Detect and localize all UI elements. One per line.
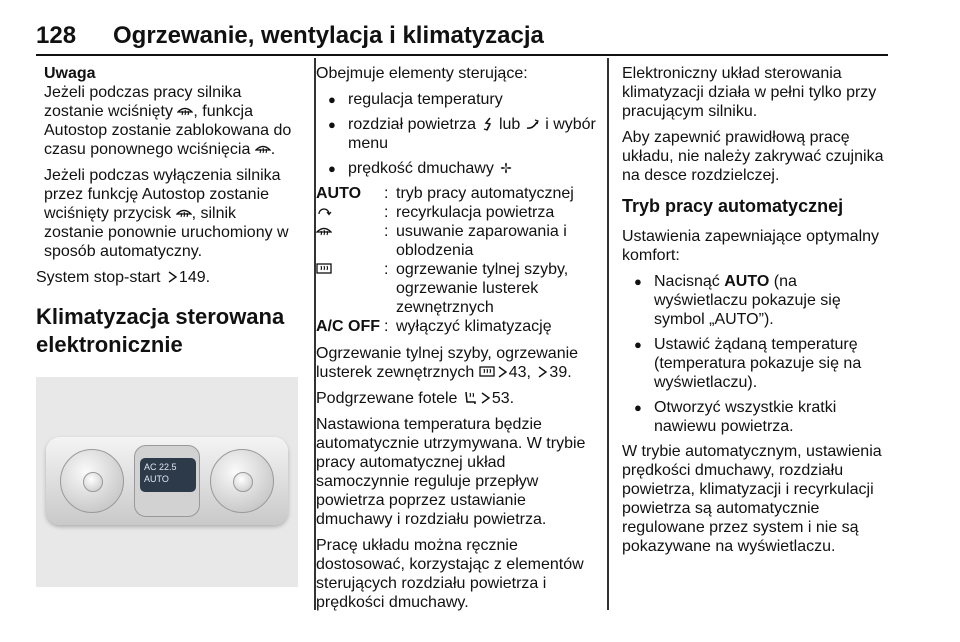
page-number: 128	[36, 22, 77, 49]
separator: :	[384, 204, 389, 221]
paragraph: Aby zapewnić prawidłową pracę układu, nie należy zakrywać czujnika na desce rozdzielczej.	[622, 129, 884, 184]
separator: :	[384, 318, 389, 335]
climate-display	[140, 458, 196, 492]
list-item	[622, 335, 890, 392]
knob-button	[233, 472, 253, 492]
separator: :	[384, 223, 389, 240]
windshield-defrost-icon	[255, 141, 271, 157]
page-ref[interactable]: 53.	[491, 390, 515, 407]
text: rozdział powietrza	[348, 116, 481, 133]
display-text: AC 22.5	[144, 462, 177, 472]
text: regulacja temperatury	[348, 91, 503, 108]
column-right	[622, 64, 890, 563]
heated-seat-icon	[462, 390, 478, 406]
table-row	[316, 203, 596, 222]
note-paragraph	[44, 83, 298, 159]
text: Jeżeli podczas wyłączenia silnika przez funkcję Autostop zostanie wciśnięty przycisk	[44, 167, 281, 222]
control-description: usuwanie zaparowania i oblodzenia	[396, 223, 567, 259]
note-paragraph	[44, 166, 298, 261]
text: i wybór menu	[348, 116, 596, 152]
text: Ogrzewanie tylnej szyby, ogrzewanie lusterek zewnętrznych	[316, 345, 579, 381]
table-row	[316, 184, 596, 203]
air-to-feet-icon	[525, 116, 541, 132]
list-item	[622, 398, 890, 436]
column-divider	[607, 58, 609, 610]
paragraph: Ustawienia zapewniające optymalny komfort:	[622, 228, 880, 264]
steps-list	[622, 272, 890, 436]
page-ref[interactable]: 43,	[508, 364, 536, 381]
column-left	[36, 64, 298, 587]
key-label: AUTO	[724, 273, 770, 290]
knob-button	[83, 472, 103, 492]
text: System stop-start	[36, 269, 165, 286]
rear-window-heating-icon	[479, 364, 495, 380]
text: Podgrzewane fotele	[316, 390, 462, 407]
list-item	[316, 115, 596, 153]
page-ref[interactable]: 149.	[178, 269, 211, 286]
text: Nacisnąć	[654, 273, 725, 290]
windshield-defrost-icon	[316, 223, 332, 239]
text: Ustawić żądaną temperaturę (temperatura pokazuje się na wyświetlaczu).	[654, 336, 862, 391]
controls-list	[316, 90, 596, 178]
table-row	[316, 260, 596, 317]
paragraph: Nastawiona temperatura będzie automatycznie utrzymywana. W trybie pracy automatycznej układ samoczynnie reguluje przepływ powietrza poprzez ustawianie dmuchawy i rozdziału powietrza.	[316, 416, 586, 528]
text: , silnik zostanie ponownie uruchomiony w sposób automatyczny.	[44, 205, 289, 260]
separator: :	[384, 185, 389, 202]
windshield-defrost-icon	[177, 103, 193, 119]
center-display-unit	[134, 445, 200, 517]
separator: :	[384, 261, 389, 278]
text: .	[270, 141, 276, 158]
page-header	[36, 22, 888, 56]
column-middle	[316, 64, 596, 619]
fan-knob	[210, 449, 274, 513]
rear-window-heating-icon	[316, 261, 332, 277]
paragraph: Pracę układu można ręcznie dostosować, korzystając z elementów sterujących rozdziału powietrza i prędkości dmuchawy.	[316, 537, 584, 611]
page-ref[interactable]: 39.	[549, 364, 572, 381]
intro-text: Obejmuje elementy sterujące:	[316, 65, 528, 82]
control-description: ogrzewanie tylnej szyby, ogrzewanie lusterek zewnętrznych	[396, 261, 569, 316]
section-heading: Klimatyzacja sterowana elektronicznie	[36, 304, 285, 357]
control-key	[316, 203, 384, 222]
climate-control-panel-photo	[36, 377, 298, 587]
text: Jeżeli podczas pracy silnika zostanie wciśnięty	[44, 84, 242, 120]
temperature-knob	[60, 449, 124, 513]
paragraph: Elektroniczny układ sterowania klimatyzacji działa w pełni tylko przy pracującym silniku.	[622, 65, 877, 120]
paragraph	[316, 344, 596, 382]
controls-table	[316, 184, 596, 336]
list-item	[316, 90, 596, 109]
air-to-face-icon	[481, 116, 495, 132]
control-panel	[46, 437, 288, 525]
list-item	[622, 272, 890, 329]
recirculation-icon	[316, 204, 332, 220]
chapter-title: Ogrzewanie, wentylacja i klimatyzacja	[113, 22, 544, 49]
control-key	[316, 260, 384, 317]
page-reference-arrow-icon	[478, 390, 492, 406]
note-box	[36, 64, 298, 261]
control-description: wyłączyć klimatyzację	[396, 318, 552, 335]
fan-icon	[498, 160, 514, 176]
note-title: Uwaga	[44, 65, 96, 82]
cross-reference[interactable]	[36, 268, 298, 287]
paragraph	[316, 389, 596, 408]
control-description: tryb pracy automatycznej	[396, 185, 574, 202]
windshield-defrost-icon	[176, 205, 192, 221]
control-key	[316, 222, 384, 260]
control-key: AUTO	[316, 185, 362, 202]
page-reference-arrow-icon	[165, 269, 179, 285]
text: prędkość dmuchawy	[348, 160, 499, 177]
text: (na wyświetlaczu pokazuje się symbol „AUTO”).	[654, 273, 841, 328]
text: , funkcja Autostop zostanie zablokowana do czasu ponownego wciśnięcia	[44, 103, 292, 158]
text: Otworzyć wszystkie kratki nawiewu powietrza.	[654, 399, 837, 435]
display-text: AUTO	[144, 474, 169, 484]
text: lub	[494, 116, 525, 133]
control-key: A/C OFF	[316, 318, 380, 335]
sub-heading: Tryb pracy automatycznej	[622, 196, 844, 216]
page-reference-arrow-icon	[495, 364, 509, 380]
paragraph: W trybie automatycznym, ustawienia prędkości dmuchawy, rozdziału powietrza, klimatyzacji i recyrkulacji powietrza są automatycznie regulowane przez system i nie są pokazywane na wyświetlaczu.	[622, 443, 882, 555]
page-reference-arrow-icon	[535, 364, 549, 380]
table-row	[316, 222, 596, 260]
table-row	[316, 317, 596, 336]
list-item	[316, 159, 596, 178]
control-description: recyrkulacja powietrza	[396, 204, 555, 221]
